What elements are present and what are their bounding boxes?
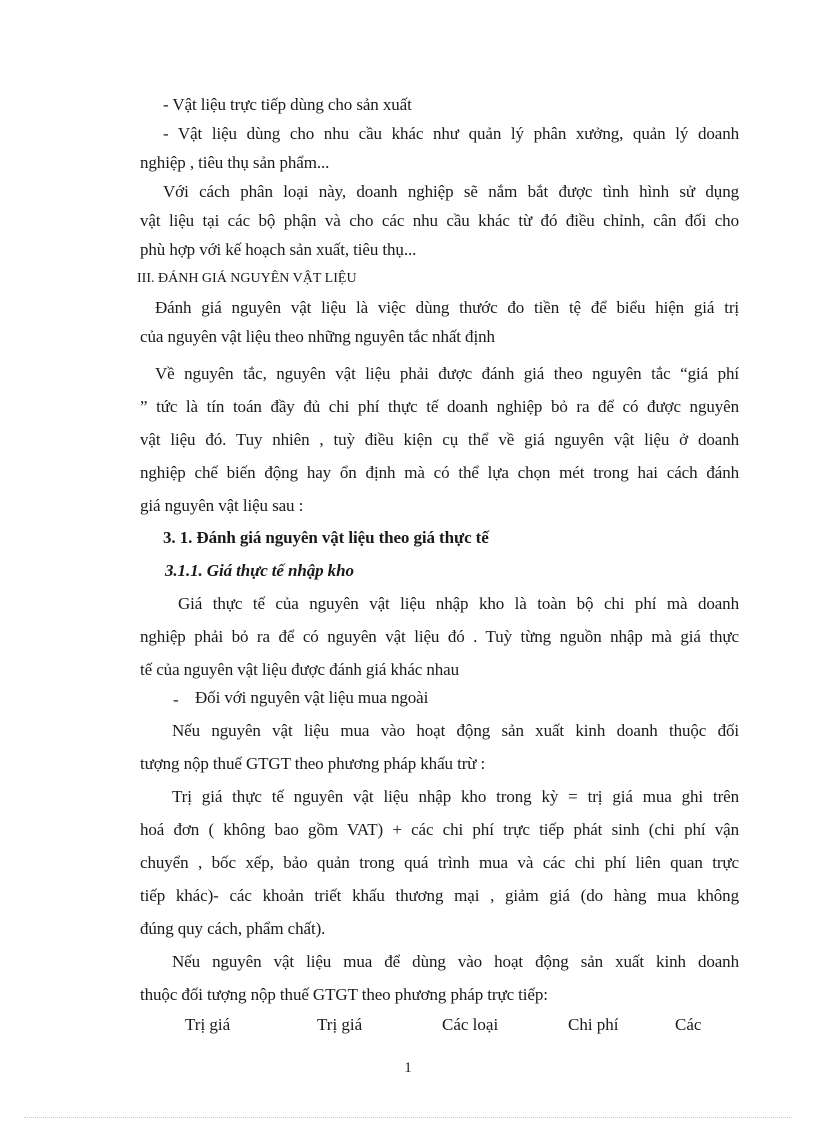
paragraph-actual-price-2: nghiệp phải bỏ ra để có nguyên vật liệu đó . Tuỳ từng nguồn nhập mà giá thực <box>140 627 739 646</box>
paragraph-classification-2: vật liệu tại các bộ phận và cho các nhu cầu khác từ đó điều chỉnh, cân đối cho <box>140 211 739 230</box>
paragraph-principle-5: giá nguyên vật liệu sau : <box>140 496 304 515</box>
paragraph-deduction-method: Nếu nguyên vật liệu mua vào hoạt động sản xuất kinh doanh thuộc đối <box>172 721 739 740</box>
subheading-3-1: 3. 1. Đánh giá nguyên vật liệu theo giá thực tế <box>163 528 489 547</box>
paragraph-principle-4: nghiệp chế biến động hay ổn định mà có thể lựa chọn mét trong hai cách đánh <box>140 463 739 482</box>
paragraph-formula-text-5: đúng quy cách, phẩm chất). <box>140 919 326 938</box>
list-item-direct-materials: - Vật liệu trực tiếp dùng cho sản xuất <box>163 95 412 114</box>
formula-header-taxes: Các loại <box>442 1015 499 1034</box>
paragraph-classification-3: phù hợp với kế hoạch sản xuất, tiêu thụ... <box>140 240 417 259</box>
page-bottom-divider <box>24 1117 792 1118</box>
paragraph-principle-2: ” tức là tín toán đầy đủ chi phí thực tế doanh nghiệp bỏ ra để có được nguyên <box>140 397 739 416</box>
paragraph-actual-price: Giá thực tế của nguyên vật liệu nhập kho là toàn bộ chi phí mà doanh <box>178 594 739 613</box>
section-heading-iii: III. ĐÁNH GIÁ NGUYÊN VẬT LIỆU <box>137 271 357 286</box>
paragraph-principle: Về nguyên tắc, nguyên vật liệu phải được đánh giá theo nguyên tắc “giá phí <box>155 364 739 383</box>
paragraph-formula-text-3: chuyển , bốc xếp, bảo quản trong quá trình mua và các chi phí liên quan trực <box>140 853 739 872</box>
paragraph-formula-text: Trị giá thực tế nguyên vật liệu nhập kho trong kỳ = trị giá mua ghi trên <box>172 787 739 806</box>
paragraph-classification: Với cách phân loại này, doanh nghiệp sẽ nắm bắt được tình hình sử dụng <box>163 182 739 201</box>
paragraph-direct-method: Nếu nguyên vật liệu mua để dùng vào hoạt động sản xuất kinh doanh <box>172 952 739 971</box>
list-item-other-needs-cont: nghiệp , tiêu thụ sản phẩm... <box>140 153 330 172</box>
paragraph-formula-text-2: hoá đơn ( không bao gồm VAT) + các chi phí trực tiếp phát sinh (chi phí vận <box>140 820 739 839</box>
bullet-purchased-materials: Đối với nguyên vật liệu mua ngoài <box>195 688 429 707</box>
page-number: 1 <box>404 1060 412 1076</box>
bullet-dash: - <box>173 690 179 709</box>
paragraph-definition: Đánh giá nguyên vật liệu là việc dùng thước đo tiền tệ để biểu hiện giá trị <box>155 298 739 317</box>
paragraph-direct-method-2: thuộc đối tượng nộp thuế GTGT theo phương pháp trực tiếp: <box>140 985 548 1004</box>
paragraph-formula-text-4: tiếp khác)- các khoản triết khấu thương mại , giảm giá (do hàng mua không <box>140 886 739 905</box>
paragraph-definition-2: của nguyên vật liệu theo những nguyên tắc nhất định <box>140 327 495 346</box>
formula-header-other: Các <box>675 1015 702 1034</box>
list-item-other-needs: - Vật liệu dùng cho nhu cầu khác như quản lý phân xưởng, quản lý doanh <box>163 124 739 143</box>
formula-header-costs: Chi phí <box>568 1015 619 1034</box>
formula-header-actual-value: Trị giá <box>185 1015 231 1034</box>
paragraph-actual-price-3: tế của nguyên vật liệu được đánh giá khác nhau <box>140 660 460 679</box>
paragraph-deduction-method-2: tượng nộp thuế GTGT theo phương pháp khấu trừ : <box>140 754 486 773</box>
subheading-3-1-1: 3.1.1. Giá thực tế nhập kho <box>165 561 354 580</box>
formula-header-purchase-value: Trị giá <box>317 1015 363 1034</box>
paragraph-principle-3: vật liệu đó. Tuy nhiên , tuỳ điều kiện cụ thể về giá nguyên vật liệu ở doanh <box>140 430 739 449</box>
